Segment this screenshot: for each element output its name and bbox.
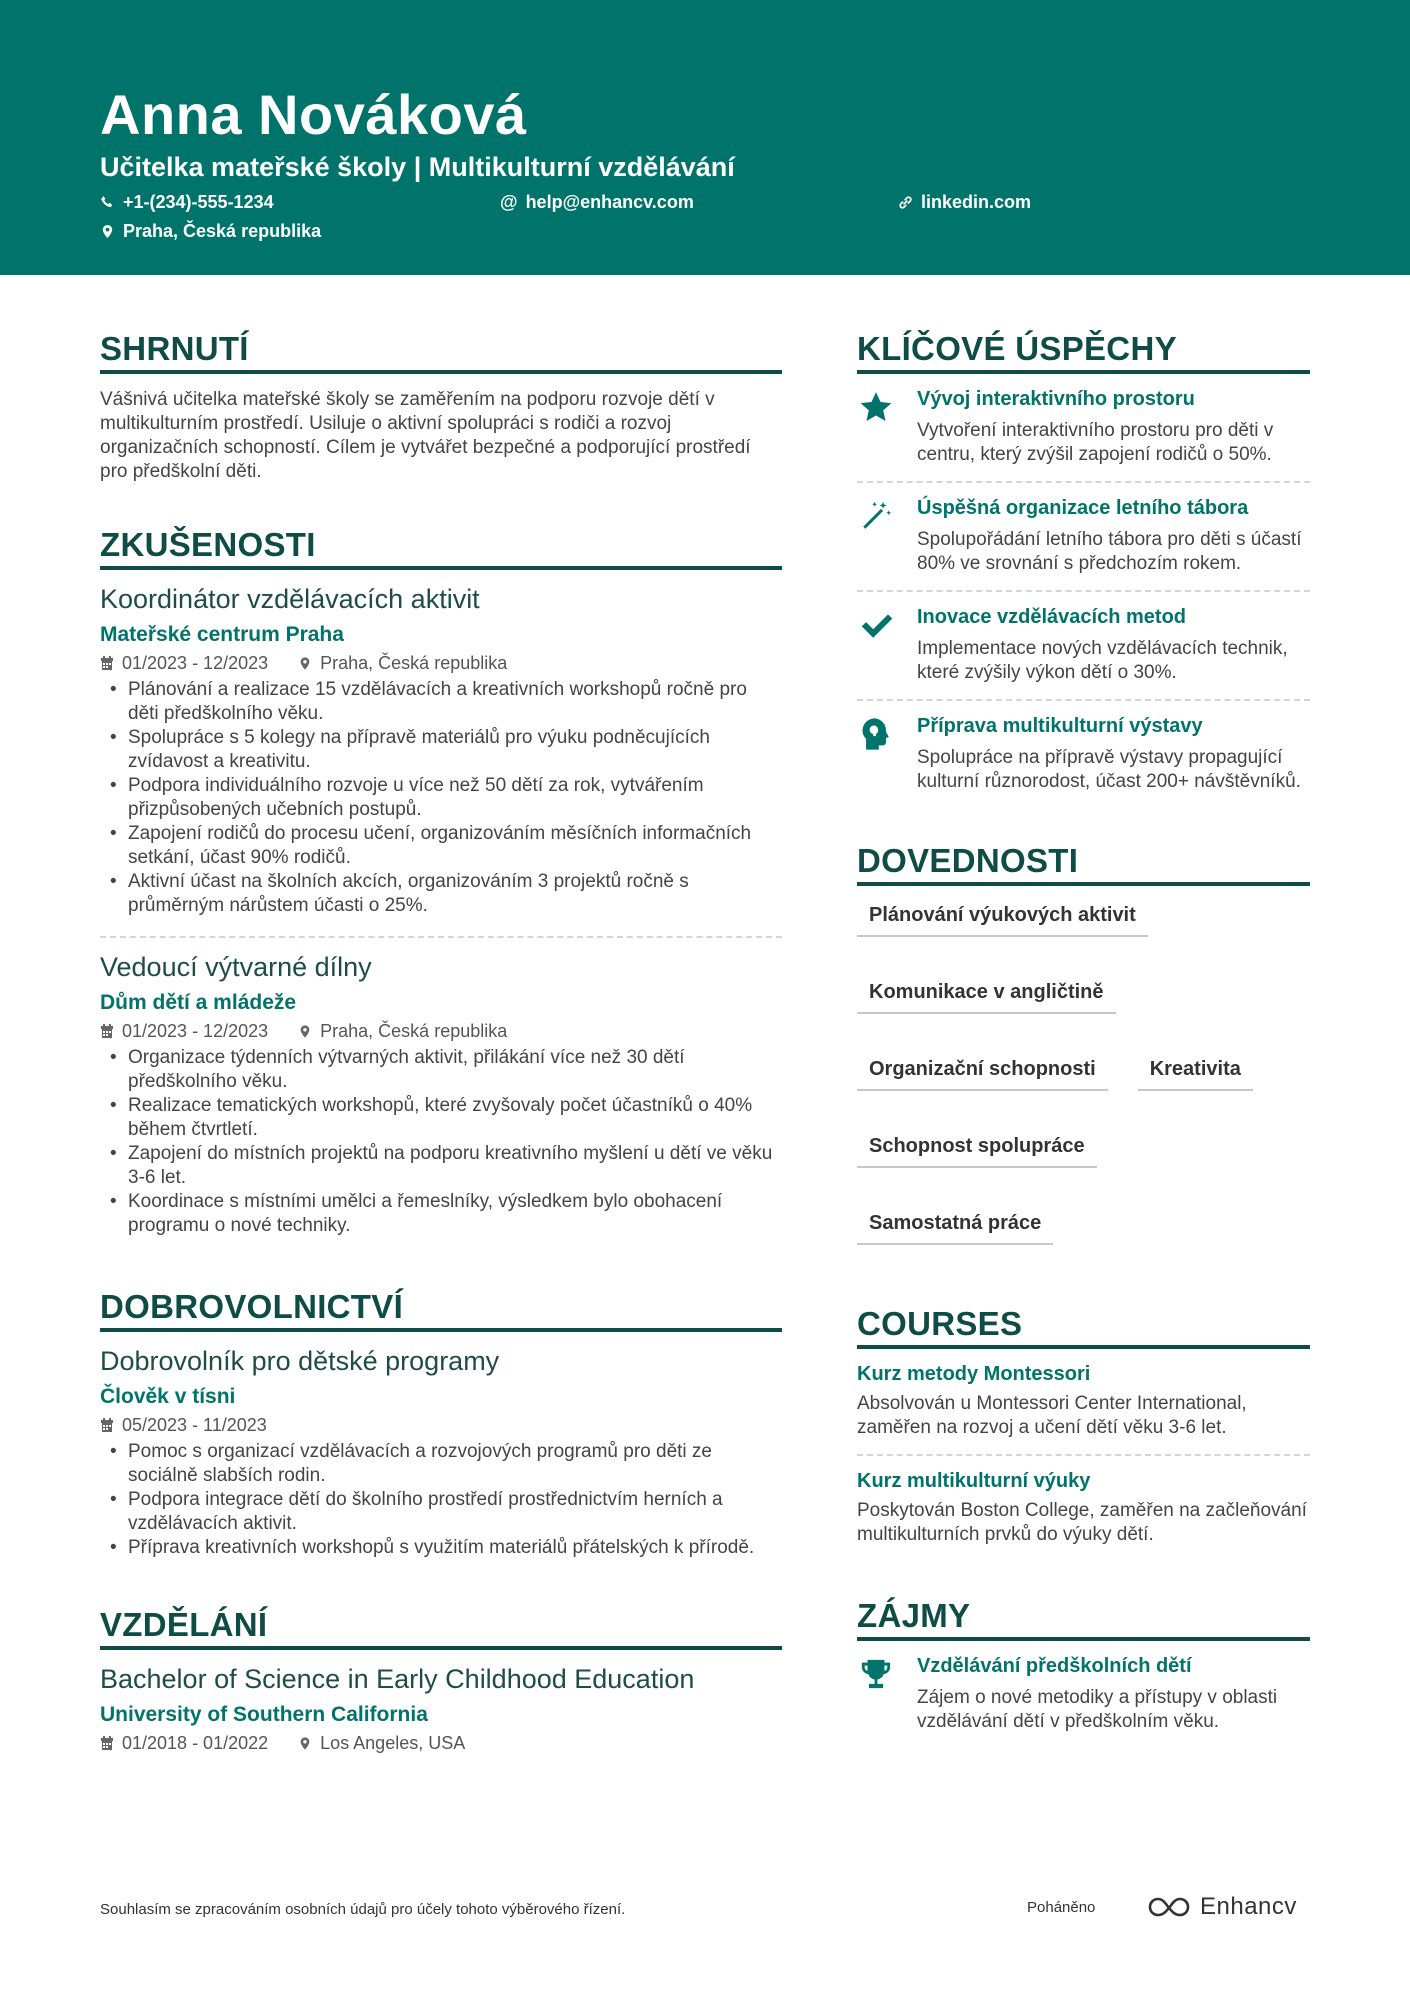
job-location: Praha, Česká republika — [320, 1021, 508, 1041]
achievement-desc: Implementace nových vzdělávacích technik, které zvýšily výkon dětí o 30%. — [917, 638, 1288, 683]
job-bullets — [100, 678, 782, 918]
right-column — [857, 330, 1310, 1734]
email-text: help@enhancv.com — [525, 192, 694, 212]
at-icon: @ — [500, 192, 518, 212]
education-entry — [100, 1664, 782, 1754]
course-title: Kurz metody Montessori — [857, 1363, 1091, 1385]
enhancv-logo[interactable] — [1146, 1893, 1297, 1921]
skill-tag: Samostatná práce — [857, 1208, 1053, 1245]
job-bullets — [100, 1440, 782, 1560]
checkmark-icon — [859, 608, 893, 642]
contact-phone[interactable] — [100, 192, 274, 213]
summary-text: Vášnivá učitelka mateřské školy se zaměřením na podporu rozvoje dětí v multikulturním prostředí. Usiluje o aktivní spolupráci s rodiči a rozvoj organizačních schopností. Cílem je vytvářet bezpečné a podporující prostředí pro předškolní děti. — [100, 389, 751, 482]
calendar-icon — [100, 1418, 114, 1433]
course-item — [857, 1470, 1310, 1547]
location-text: Praha, Česká republika — [123, 221, 322, 241]
phone-icon — [100, 195, 115, 210]
job-title: Dobrovolník pro dětské programy — [100, 1346, 500, 1376]
location-pin-icon — [100, 224, 115, 239]
volunteer-entry — [100, 1346, 782, 1560]
skill-tag: Schopnost spolupráce — [857, 1131, 1097, 1168]
skill-tag: Plánování výukových aktivit — [857, 900, 1148, 937]
skills-list — [857, 900, 1310, 1245]
location-pin-icon — [298, 1024, 312, 1039]
contact-location — [100, 221, 321, 242]
achievement-item — [857, 388, 1310, 467]
list-item: • Zapojení do místních projektů na podporu kreativního myšlení u dětí ve věku 3-6 let. — [100, 1142, 782, 1190]
phone-text: +1-(234)-555-1234 — [123, 192, 274, 212]
list-item: • Příprava kreativních workshopů s využitím materiálů přátelských k přírodě. — [100, 1536, 782, 1560]
star-icon — [859, 390, 893, 424]
calendar-icon — [100, 1024, 114, 1039]
head-brain-icon — [859, 717, 893, 751]
job-entry — [100, 952, 782, 1238]
skills-heading: DOVEDNOSTI — [857, 842, 1310, 886]
skill-tag: Kreativita — [1138, 1054, 1253, 1091]
consent-text: Souhlasím se zpracováním osobních údajů pro účely tohoto výběrového řízení. — [100, 1901, 626, 1918]
location-pin-icon — [298, 656, 312, 671]
job-location: Praha, Česká republika — [320, 653, 508, 673]
candidate-name: Anna Nováková — [100, 83, 527, 146]
header — [0, 0, 1410, 275]
interest-desc: Zájem o nové metodiky a přístupy v oblasti vzdělávání dětí v předškolním věku. — [917, 1687, 1278, 1732]
contact-email[interactable] — [500, 192, 694, 213]
location-pin-icon — [298, 1736, 312, 1751]
interest-title: Vzdělávání předškolních dětí — [917, 1655, 1192, 1677]
education-dates: 01/2018 - 01/2022 — [122, 1733, 269, 1753]
experience-heading: ZKUŠENOSTI — [100, 526, 782, 570]
education-location: Los Angeles, USA — [320, 1733, 466, 1753]
job-company: Mateřské centrum Praha — [100, 623, 344, 646]
volunteering-heading: DOBROVOLNICTVÍ — [100, 1288, 782, 1332]
interests-heading: ZÁJMY — [857, 1597, 1310, 1641]
link-icon — [898, 195, 913, 210]
interest-item — [857, 1655, 1310, 1734]
divider — [857, 699, 1310, 701]
skill-tag: Komunikace v angličtině — [857, 977, 1116, 1014]
enhancv-logo-icon — [1146, 1894, 1192, 1920]
powered-by-text: Poháněno — [1027, 1899, 1096, 1916]
skill-tag: Organizační schopnosti — [857, 1054, 1108, 1091]
achievement-title: Úspěšná organizace letního tábora — [917, 497, 1249, 519]
candidate-title: Učitelka mateřské školy | Multikulturní vzdělávání — [100, 152, 735, 182]
left-column — [100, 330, 782, 1772]
achievement-title: Vývoj interaktivního prostoru — [917, 388, 1195, 410]
trophy-icon — [859, 1657, 893, 1691]
divider — [100, 936, 782, 938]
contact-linkedin[interactable] — [898, 192, 1031, 213]
list-item: • Plánování a realizace 15 vzdělávacích a kreativních workshopů ročně pro děti předškolního věku. — [100, 678, 782, 726]
education-heading: VZDĚLÁNÍ — [100, 1606, 782, 1650]
job-bullets — [100, 1046, 782, 1238]
achievement-desc: Spolupořádání letního tábora pro děti s účastí 80% ve srovnání s předchozím rokem. — [917, 529, 1302, 574]
courses-heading: COURSES — [857, 1305, 1310, 1349]
achievement-title: Inovace vzdělávacích metod — [917, 606, 1187, 628]
summary-heading: SHRNUTÍ — [100, 330, 782, 374]
calendar-icon — [100, 1736, 114, 1751]
job-entry — [100, 584, 782, 918]
brand-name: Enhancv — [1200, 1893, 1297, 1920]
achievement-item — [857, 715, 1310, 794]
divider — [857, 590, 1310, 592]
job-dates: 05/2023 - 11/2023 — [122, 1415, 267, 1435]
magic-wand-icon — [859, 499, 893, 533]
job-meta — [100, 1021, 782, 1042]
job-meta — [100, 653, 782, 674]
list-item: • Zapojení rodičů do procesu učení, organizováním měsíčních informačních setkání, účast 90% rodičů. — [100, 822, 782, 870]
linkedin-text: linkedin.com — [921, 192, 1032, 212]
list-item: • Podpora integrace dětí do školního prostředí prostřednictvím herních a vzdělávacích aktivit. — [100, 1488, 782, 1536]
list-item: • Pomoc s organizací vzdělávacích a rozvojových programů pro děti ze sociálně slabších rodin. — [100, 1440, 782, 1488]
divider — [857, 1454, 1310, 1456]
achievement-item — [857, 606, 1310, 685]
job-dates: 01/2023 - 12/2023 — [122, 653, 269, 673]
achievement-desc: Spolupráce na přípravě výstavy propagující kulturní různorodost, účast 200+ návštěvníků. — [917, 747, 1301, 792]
list-item: • Realizace tematických workshopů, které zvyšovaly počet účastníků o 40% během čtvrtletí. — [100, 1094, 782, 1142]
job-company: Dům dětí a mládeže — [100, 991, 297, 1014]
achievement-item — [857, 497, 1310, 576]
degree-title: Bachelor of Science in Early Childhood Education — [100, 1664, 695, 1694]
achievements-heading: KLÍČOVÉ ÚSPĚCHY — [857, 330, 1310, 374]
course-desc: Poskytován Boston College, zaměřen na začleňování multikulturních prvků do výuky dětí. — [857, 1500, 1307, 1545]
list-item: • Aktivní účast na školních akcích, organizováním 3 projektů ročně s průměrným nárůstem účasti o 25%. — [100, 870, 782, 918]
course-item — [857, 1363, 1310, 1440]
achievement-title: Příprava multikulturní výstavy — [917, 715, 1203, 737]
course-title: Kurz multikulturní výuky — [857, 1470, 1091, 1492]
job-title: Vedoucí výtvarné dílny — [100, 952, 372, 982]
divider — [857, 481, 1310, 483]
job-dates: 01/2023 - 12/2023 — [122, 1021, 269, 1041]
job-title: Koordinátor vzdělávacích aktivit — [100, 584, 480, 614]
course-desc: Absolvován u Montessori Center International, zaměřen na rozvoj a učení dětí věku 3-6 let. — [857, 1393, 1247, 1438]
job-meta — [100, 1415, 782, 1436]
list-item: • Organizace týdenních výtvarných aktivit, přilákání více než 30 dětí předškolního věku. — [100, 1046, 782, 1094]
achievement-desc: Vytvoření interaktivního prostoru pro děti v centru, který zvýšil zapojení rodičů o 50%. — [917, 420, 1274, 465]
list-item: • Podpora individuálního rozvoje u více než 50 dětí za rok, vytvářením přizpůsobených učebních postupů. — [100, 774, 782, 822]
list-item: • Koordinace s místními umělci a řemeslníky, výsledkem bylo obohacení programu o nové techniky. — [100, 1190, 782, 1238]
job-company: Člověk v tísni — [100, 1385, 236, 1408]
school-name: University of Southern California — [100, 1703, 428, 1726]
list-item: • Spolupráce s 5 kolegy na přípravě materiálů pro výuku podněcujících zvídavost a kreativitu. — [100, 726, 782, 774]
calendar-icon — [100, 656, 114, 671]
education-meta — [100, 1733, 782, 1754]
